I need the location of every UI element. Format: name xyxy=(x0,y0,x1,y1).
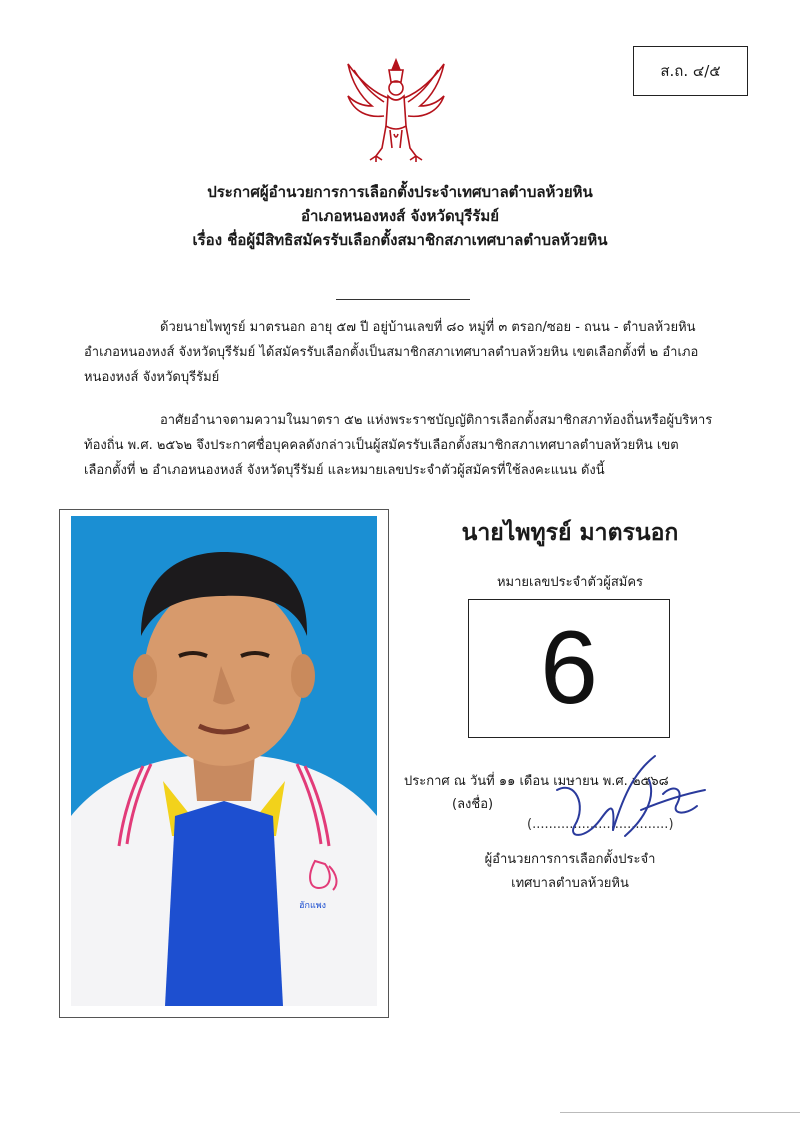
announcement-date: ประกาศ ณ วันที่ ๑๑ เดือน เมษายน พ.ศ. ๒๕๖๘ xyxy=(404,774,669,789)
paragraph-2 xyxy=(84,408,724,483)
heading-line-2: อำเภอหนองหงส์ จังหวัดบุรีรัมย์ xyxy=(301,207,499,225)
signer-title-line-2: เทศบาลตำบลห้วยหิน xyxy=(511,876,629,891)
announcement-heading xyxy=(0,180,800,252)
garuda-emblem-icon xyxy=(342,56,450,166)
candidate-portrait-icon xyxy=(71,516,377,1006)
candidate-photo xyxy=(71,516,377,1006)
signature-blank: (.................................) xyxy=(527,817,674,832)
paragraph-2-line-3: เลือกตั้งที่ ๒ อำเภอหนองหงส์ จังหวัดบุรีรัมย์ และหมายเลขประจำตัวผู้สมัครที่ใช้ลงคะแนน ดังนี้ xyxy=(84,463,605,478)
heading-line-3: เรื่อง ชื่อผู้มีสิทธิสมัครรับเลือกตั้งสมาชิกสภาเทศบาลตำบลห้วยหิน xyxy=(192,231,608,249)
signed-label: (ลงชื่อ) xyxy=(452,797,494,812)
candidate-number-label: หมายเลขประจำตัวผู้สมัคร xyxy=(496,575,644,590)
heading-divider xyxy=(336,299,470,300)
paragraph-1 xyxy=(84,315,724,390)
candidate-name: นายไพทูรย์ มาตรนอก xyxy=(461,520,679,546)
scan-edge-line xyxy=(560,1112,800,1113)
form-code: ส.ถ. ๔/๕ xyxy=(660,62,721,80)
shirt-logo-text: ฮักแพง xyxy=(299,901,327,911)
signer-title xyxy=(450,848,690,896)
paragraph-2-line-1: อาศัยอำนาจตามความในมาตรา ๕๒ แห่งพระราชบัญญัติการเลือกตั้งสมาชิกสภาท้องถิ่นหรือผู้บริหาร xyxy=(160,413,713,428)
handwritten-signature-icon xyxy=(545,750,715,845)
paragraph-2-line-2: ท้องถิ่น พ.ศ. ๒๕๖๒ จึงประกาศชื่อบุคคลดังกล่าวเป็นผู้สมัครรับเลือกตั้งสมาชิกสภาเทศบาลตำบลห้วยหิน เขต xyxy=(84,438,679,453)
candidate-number-box xyxy=(468,599,670,738)
heading-line-1: ประกาศผู้อำนวยการการเลือกตั้งประจำเทศบาลตำบลห้วยหิน xyxy=(207,183,593,201)
paragraph-1-line-1: ด้วยนายไพทูรย์ มาตรนอก อายุ ๕๗ ปี อยู่บ้านเลขที่ ๘๐ หมู่ที่ ๓ ตรอก/ซอย - ถนน - ตำบลห้วยหิน xyxy=(160,320,696,335)
paragraph-1-line-2: อำเภอหนองหงส์ จังหวัดบุรีรัมย์ ได้สมัครรับเลือกตั้งเป็นสมาชิกสภาเทศบาลตำบลห้วยหิน เขตเลือกตั้งที่ ๒ อำเภอ xyxy=(84,345,699,360)
signer-title-line-1: ผู้อำนวยการการเลือกตั้งประจำ xyxy=(484,852,656,867)
candidate-number: 6 xyxy=(540,610,598,726)
form-code-box xyxy=(633,46,748,96)
paragraph-1-line-3: หนองหงส์ จังหวัดบุรีรัมย์ xyxy=(84,370,220,385)
candidate-photo-frame xyxy=(59,509,389,1018)
